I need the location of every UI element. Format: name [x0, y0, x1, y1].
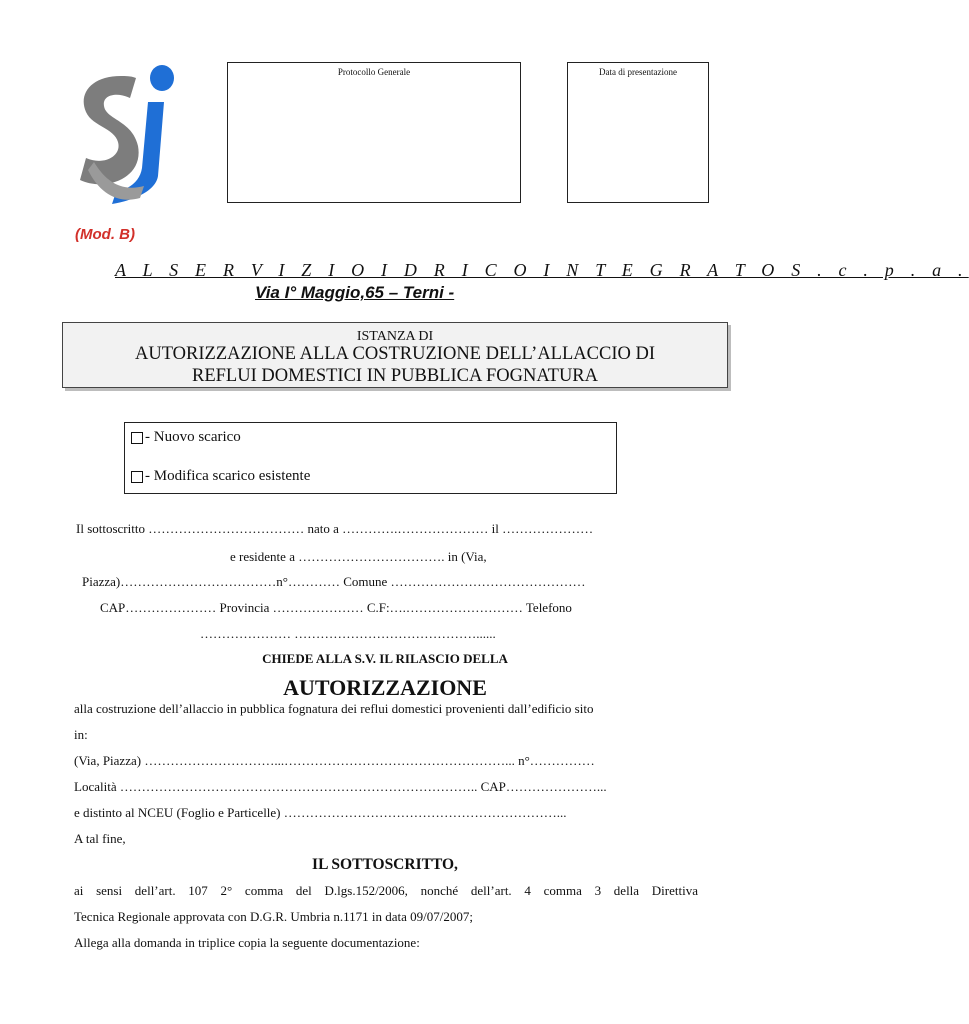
body-text-in: in:	[74, 727, 88, 742]
field-line-residente[interactable]: e residente a ……………………………. in (Via,	[230, 549, 487, 564]
protocollo-box[interactable]	[227, 62, 521, 203]
istanza-label: ISTANZA DI	[356, 329, 434, 344]
option-nuovo[interactable]	[131, 429, 241, 446]
sottoscritto-heading: IL SOTTOSCRITTO,	[312, 856, 458, 873]
options-box	[124, 422, 617, 494]
checkbox-icon[interactable]	[131, 432, 143, 444]
field-line-localita[interactable]: Località ……………………………………………………………………….. CAP…………………...	[74, 779, 607, 794]
checkbox-icon[interactable]	[131, 471, 143, 483]
body-text-a-tal-fine: A tal fine,	[74, 831, 126, 846]
data-presentazione-label: Data di presentazione	[599, 67, 677, 77]
option-modifica[interactable]	[131, 468, 310, 485]
body-text-allaccio: alla costruzione dell’allaccio in pubblica fognatura dei reflui domestici provenienti dall’edificio sito	[74, 701, 594, 716]
title-box	[62, 322, 728, 388]
mod-label: (Mod. B)	[75, 226, 135, 243]
body-text-allega: Allega alla domanda in triplice copia la seguente documentazione:	[74, 935, 420, 950]
field-line-piazza[interactable]: Piazza)………………………………n°………… Comune ………………………………………	[82, 574, 586, 589]
field-line-extra[interactable]: ………………… ……………………………………......	[200, 626, 496, 641]
field-line-nceu[interactable]: e distinto al NCEU (Foglio e Particelle) ………………………………………………………...	[74, 805, 567, 820]
data-presentazione-box[interactable]	[567, 62, 709, 203]
field-line-via-piazza[interactable]: (Via, Piazza) …………………………...……………………………………………... n°……………	[74, 753, 595, 768]
title-line-2: REFLUI DOMESTICI IN PUBBLICA FOGNATURA	[192, 366, 598, 386]
title-line-1: AUTORIZZAZIONE ALLA COSTRUZIONE DELL’ALLACCIO DI	[134, 344, 655, 364]
address-line: Via I° Maggio,65 – Terni -	[255, 283, 455, 302]
option-modifica-label: - Modifica scarico esistente	[145, 468, 311, 484]
field-line-cap[interactable]: CAP………………… Provincia ………………… C.F:….……………………… Telefono	[100, 600, 572, 615]
autorizzazione-heading: AUTORIZZAZIONE	[283, 675, 487, 700]
protocollo-label: Protocollo Generale	[337, 67, 411, 77]
si-logo	[66, 58, 196, 208]
body-text-ai-sensi: ai sensi dell’art. 107 2° comma del D.lgs.152/2006, nonché dell’art. 4 comma 3 della Direttiva	[74, 883, 698, 898]
option-nuovo-label: - Nuovo scarico	[145, 429, 241, 445]
recipient-line: A L S E R V I Z I O I D R I C O I N T E G R A T O S . c . p . a .	[115, 260, 969, 280]
field-line-sottoscritto[interactable]: Il sottoscritto ……………………………… nato a ………….………………… il …………………	[76, 521, 594, 536]
chiede-heading: CHIEDE ALLA S.V. IL RILASCIO DELLA	[262, 651, 508, 666]
body-text-tecnica: Tecnica Regionale approvata con D.G.R. Umbria n.1171 in data 09/07/2007;	[74, 909, 473, 924]
